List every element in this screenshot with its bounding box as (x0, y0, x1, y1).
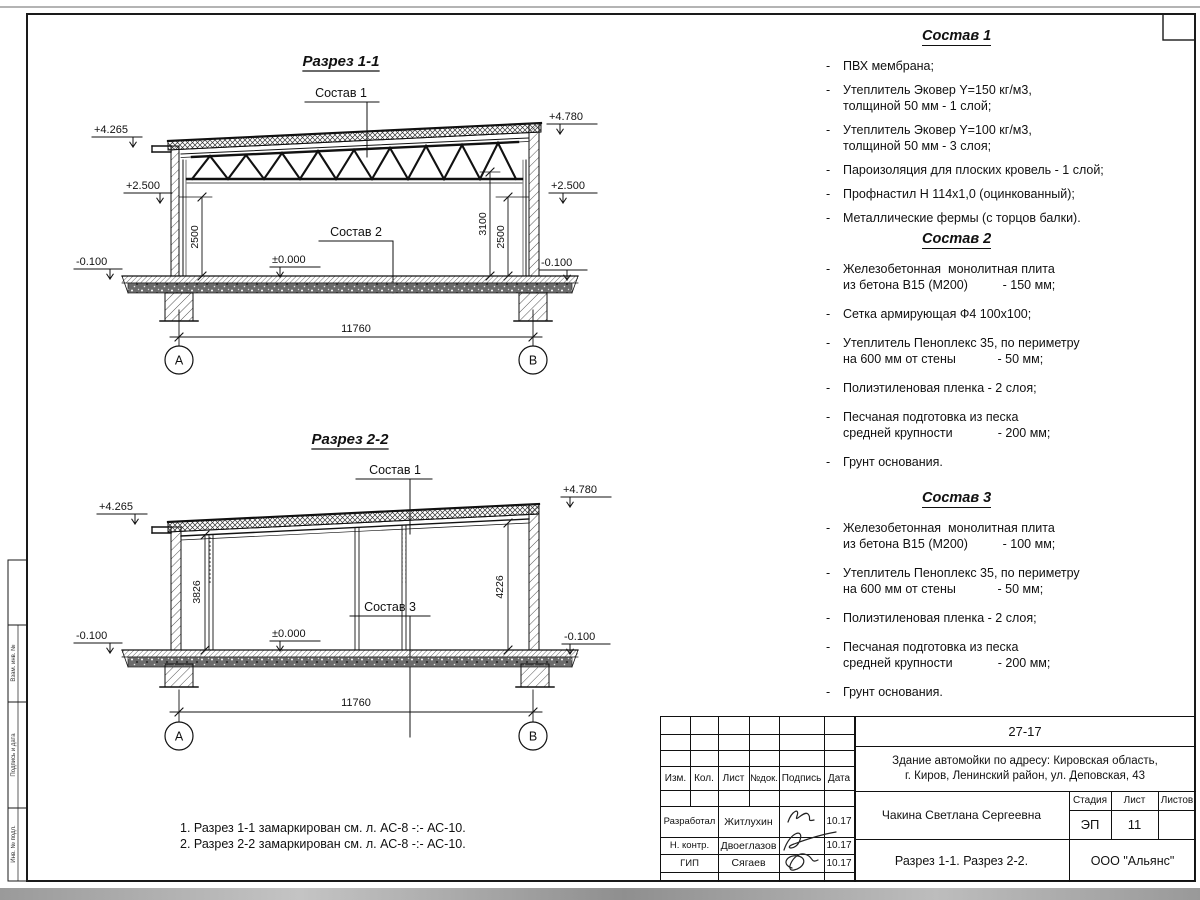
signature-nkontr (784, 832, 836, 850)
item-dash: - (826, 455, 831, 469)
left-wall-s1 (171, 146, 179, 276)
item-dash: - (826, 611, 831, 625)
dim-2500-right-s1: 2500 (495, 225, 507, 249)
item-text: Полиэтиленовая пленка - 2 слоя; (843, 611, 1037, 625)
inner-column-1-s2 (209, 535, 213, 650)
composition-item (822, 380, 1194, 396)
elev-2500-right-s1-value: +2.500 (551, 180, 585, 192)
composition-list-1 (822, 27, 1194, 234)
title-block (660, 716, 1195, 881)
composition-list-2 (822, 230, 1194, 483)
elev-zero-s1 (270, 254, 320, 277)
item-dash: - (826, 685, 831, 699)
row-gip-name: Сягаев (731, 857, 766, 869)
elev-4780-s2-value: +4.780 (563, 484, 597, 496)
section-2-2-title: Разрез 2-2 (311, 431, 389, 448)
composition-item (822, 409, 1194, 441)
object-line-1: Здание автомойки по адресу: Кировская область, (892, 754, 1158, 767)
doc-number: 27-17 (1008, 724, 1042, 739)
callout-sostav1-s2 (356, 463, 432, 534)
margin-stamp-column (8, 560, 27, 881)
dim-11760-s1: 11760 (341, 323, 371, 335)
vertical-dims-s1 (189, 168, 512, 280)
section-1-1-title: Разрез 1-1 (302, 53, 380, 70)
roof-slab-s1 (152, 123, 541, 158)
inner-column-2-s2 (402, 526, 406, 650)
composition-3-items (822, 520, 1194, 700)
item-dash: - (826, 187, 831, 201)
composition-item (822, 306, 1194, 322)
item-dash: - (826, 262, 831, 276)
composition-item (822, 58, 1194, 74)
callout-sostav3-s2 (350, 600, 430, 737)
dim-11760-s2: 11760 (341, 697, 371, 709)
elev-2500-left-s1-value: +2.500 (126, 180, 160, 192)
elev-4265-s1-value: +4.265 (94, 124, 128, 136)
item-text: Сетка армирующая Ф4 100х100; (843, 307, 1032, 321)
col-podpis: Подпись (781, 772, 822, 784)
row-nkontr-name: Двоеглазов (720, 839, 777, 852)
note-2: 2. Разрез 2-2 замаркирован см. л. АС-8 -:- АС-10. (180, 837, 466, 851)
scan-edge (0, 888, 1200, 900)
composition-item (822, 639, 1194, 671)
item-text: Полиэтиленовая пленка - 2 слоя; (843, 381, 1037, 395)
elev-minus100-left-s2-value: -0.100 (76, 630, 108, 642)
row-gip-role: ГИП (680, 857, 699, 869)
composition-item (822, 684, 1194, 700)
composition-item (822, 261, 1194, 293)
span-dim-s1 (165, 310, 547, 374)
composition-item (822, 210, 1194, 226)
note-1: 1. Разрез 1-1 замаркирован см. л. АС-8 -:- АС-10. (180, 821, 466, 835)
composition-2-items (822, 261, 1194, 470)
item-text: Утеплитель Эковер Y=100 кг/м3, толщиной 50 мм - 3 слоя; (843, 123, 1032, 153)
col-izm: Изм. (664, 772, 687, 784)
sheet-number: 11 (1127, 817, 1142, 832)
item-dash: - (826, 410, 831, 424)
elev-4780-s2 (561, 484, 611, 507)
composition-1-title: Состав 1 (922, 28, 992, 44)
elev-zero-s1-value: ±0.000 (272, 254, 306, 266)
elev-zero-s2 (270, 628, 320, 651)
signature-razrabotal (788, 811, 814, 822)
elev-4265-s2 (97, 501, 147, 524)
composition-2-title: Состав 2 (922, 231, 992, 247)
elev-4780-s1-value: +4.780 (549, 111, 583, 123)
item-text: Грунт основания. (843, 455, 943, 469)
elev-2500-right-s1 (549, 180, 597, 203)
composition-item (822, 122, 1194, 154)
item-text: Песчаная подготовка из песка средней крупности - 200 мм; (843, 410, 1051, 440)
right-wall-s1 (529, 123, 539, 276)
composition-item (822, 162, 1194, 178)
composition-item (822, 335, 1194, 367)
item-dash: - (826, 521, 831, 535)
right-wall-s2 (529, 504, 539, 650)
item-text: Грунт основания. (843, 685, 943, 699)
item-dash: - (826, 59, 831, 73)
axis-a-s1: А (174, 353, 184, 368)
composition-3-title: Состав 3 (922, 490, 992, 506)
elev-minus100-left-s1-value: -0.100 (76, 256, 108, 268)
margin-label-vzam: Взам. инв. № (11, 644, 17, 682)
callout-sostav3-s2-label: Состав 3 (364, 600, 416, 614)
composition-item (822, 186, 1194, 202)
item-text: Железобетонная монолитная плита из бетона В15 (М200) - 150 мм; (843, 262, 1056, 292)
elev-zero-s2-value: ±0.000 (272, 628, 306, 640)
elev-minus100-right-s1-value: -0.100 (541, 257, 573, 269)
stage-value: ЭП (1080, 817, 1100, 832)
callout-sostav2-s1-label: Состав 2 (330, 225, 382, 239)
composition-list-3 (822, 489, 1194, 713)
section-2-2 (74, 431, 611, 750)
company-name: ООО "Альянс" (1090, 853, 1175, 868)
composition-item (822, 520, 1194, 552)
roof-slab-s2 (152, 504, 539, 540)
section-1-1 (74, 53, 597, 374)
composition-item (822, 565, 1194, 597)
item-dash: - (826, 640, 831, 654)
row-razrabotal-date: 10.17 (826, 816, 852, 827)
object-name (854, 746, 1196, 791)
item-dash: - (826, 381, 831, 395)
callout-sostav1-s2-label: Состав 1 (369, 463, 421, 477)
row-razrabotal-role: Разработал (663, 816, 716, 827)
col-data: Дата (827, 772, 851, 784)
margin-label-podpis: Подпись и дата (11, 733, 17, 777)
sand-bed-s2 (128, 657, 572, 667)
stage-label: Стадия (1072, 795, 1108, 806)
row-nkontr-date: 10.17 (826, 840, 852, 851)
signatures (770, 798, 860, 883)
item-text: ПВХ мембрана; (843, 59, 934, 73)
span-dim-s2 (165, 690, 547, 750)
sheet-title: Разрез 1-1. Разрез 2-2. (894, 853, 1029, 868)
left-wall-s2 (171, 527, 181, 650)
signature-gip (786, 854, 818, 870)
item-dash: - (826, 123, 831, 137)
axis-a-s2: А (174, 729, 184, 744)
item-dash: - (826, 566, 831, 580)
row-razrabotal-name: Житлухин (724, 815, 773, 828)
elev-4265-s2-value: +4.265 (99, 501, 133, 513)
col-ndok: №док. (750, 772, 778, 784)
item-text: Утеплитель Эковер Y=150 кг/м3, толщиной 50 мм - 1 слой; (843, 83, 1032, 113)
item-dash: - (826, 336, 831, 350)
col-kol: Кол. (694, 772, 714, 784)
col-list: Лист (722, 772, 745, 784)
notes (180, 820, 466, 852)
composition-item (822, 610, 1194, 626)
foundations-s1 (160, 293, 552, 321)
item-text: Металлические фермы (с торцов балки). (843, 211, 1081, 225)
margin-label-inv: Инв. № подл. (11, 825, 17, 863)
vertical-dims-s2 (191, 519, 512, 654)
sheets-label: Листов (1160, 795, 1194, 806)
dim-2500-left-s1: 2500 (189, 225, 201, 249)
author-name: Чакина Светлана Сергеевна (881, 808, 1042, 822)
row-nkontr-role: Н. контр. (669, 840, 710, 851)
item-text: Утеплитель Пеноплекс 35, по периметру на 600 мм от стены - 50 мм; (843, 566, 1080, 596)
floor-slab-s1 (122, 276, 578, 293)
item-dash: - (826, 83, 831, 97)
object-line-2: г. Киров, Ленинский район, ул. Деповская, 43 (904, 769, 1146, 782)
item-text: Пароизоляция для плоских кровель - 1 слой; (843, 163, 1104, 177)
foundations-s2 (160, 664, 554, 687)
elev-minus100-right-s2-value: -0.100 (564, 631, 596, 643)
item-text: Железобетонная монолитная плита из бетона В15 (М200) - 100 мм; (843, 521, 1056, 551)
item-text: Песчаная подготовка из песка средней крупности - 200 мм; (843, 640, 1051, 670)
dim-3826-s2: 3826 (191, 580, 203, 604)
sheet-label: Лист (1123, 795, 1146, 806)
elev-minus100-left-s2 (74, 630, 122, 653)
callout-sostav1-s1-label: Состав 1 (315, 86, 367, 100)
elev-4780-s1 (547, 111, 597, 134)
elev-4265-s1 (92, 124, 142, 147)
partition-wall-s2 (355, 528, 359, 650)
item-text: Утеплитель Пеноплекс 35, по периметру на 600 мм от стены - 50 мм; (843, 336, 1080, 366)
elev-2500-left-s1 (124, 180, 172, 203)
elev-minus100-left-s1 (74, 256, 122, 279)
row-gip-date: 10.17 (826, 857, 852, 869)
dim-4226-s2: 4226 (494, 575, 506, 599)
dim-3100-s1: 3100 (477, 212, 489, 236)
composition-1-items (822, 58, 1194, 226)
axis-b-s1: В (528, 353, 538, 368)
item-dash: - (826, 163, 831, 177)
axis-b-s2: В (528, 729, 538, 744)
roof-truss-s1 (187, 142, 522, 183)
item-dash: - (826, 307, 831, 321)
sheets-total (1158, 810, 1196, 839)
sand-bed-s1 (128, 283, 572, 293)
composition-item (822, 454, 1194, 470)
item-text: Профнастил Н 114х1,0 (оцинкованный); (843, 187, 1075, 201)
composition-item (822, 82, 1194, 114)
item-dash: - (826, 211, 831, 225)
